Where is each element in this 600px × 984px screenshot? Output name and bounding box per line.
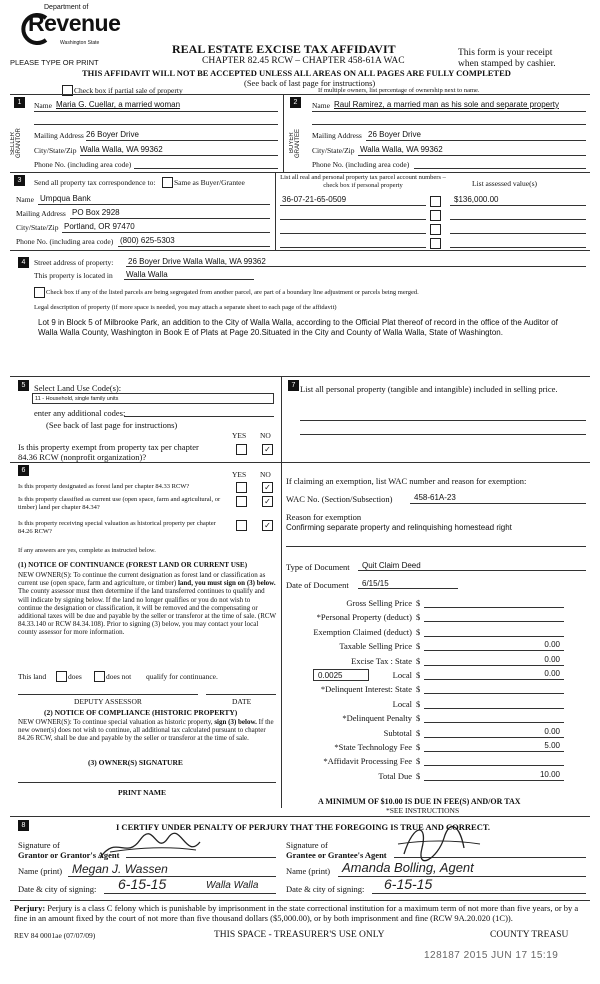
grantee-print-name[interactable]: Amanda Bolling, Agent — [342, 860, 474, 875]
fee-row-label: *Delinquent Penalty — [342, 713, 412, 723]
historic-no-checkbox[interactable]: ✓ — [262, 520, 273, 531]
fee-row-label: Exemption Claimed (deduct) — [313, 627, 412, 637]
logo-small-text: Department of — [44, 4, 89, 11]
see-back: (See back of last page for instructions) — [244, 78, 376, 88]
fee-row-value[interactable]: 0.00 — [544, 640, 560, 649]
fee-row-label: *Affidavit Processing Fee — [323, 756, 412, 766]
multiple-owners-note: If multiple owners, list percentage of ownership next to name. — [318, 87, 480, 94]
county-treasurer: COUNTY TREASU — [490, 930, 569, 940]
warning-text: THIS AFFIDAVIT WILL NOT BE ACCEPTED UNLESS ALL AREAS ON ALL PAGES ARE FULLY COMPLETED — [82, 68, 511, 78]
s5-no-header: NO — [260, 431, 271, 440]
fee-row-label: Local — [392, 699, 412, 709]
fee-row-value[interactable]: 0.00 — [544, 669, 560, 678]
seller-city[interactable]: Walla Walla, WA 99362 — [80, 145, 163, 154]
corr-name[interactable]: Umpqua Bank — [40, 194, 91, 203]
notice-compliance-title: (2) NOTICE OF COMPLIANCE (HISTORIC PROPERTY) — [44, 708, 238, 717]
assessed-value[interactable]: $136,000.00 — [454, 195, 499, 204]
assessed-header: List assessed value(s) — [472, 179, 537, 188]
section5-see-back: (See back of last page for instructions) — [46, 420, 178, 430]
grantor-sig-label: Grantor or Grantor's Agent — [18, 850, 120, 860]
exempt-yes-checkbox[interactable] — [236, 444, 247, 455]
current-use-yes-checkbox[interactable] — [236, 496, 247, 507]
personal-property-checkbox[interactable] — [430, 210, 441, 221]
fee-row-label: Subtotal — [383, 728, 412, 738]
same-as-buyer-label: Same as Buyer/Grantee — [174, 178, 245, 187]
notice-compliance-b: sign (3) below. — [214, 718, 257, 726]
buyer-mailing-label: Mailing Address — [312, 131, 362, 140]
segregated-checkbox[interactable] — [34, 287, 45, 298]
seller-side-label: SELLER GRANTOR — [10, 128, 22, 158]
deputy-assessor-label: DEPUTY ASSESSOR — [74, 697, 142, 706]
exemption-label: If claiming an exemption, list WAC number and reason for exemption: — [286, 476, 527, 486]
notice-continuance-body — [18, 571, 276, 637]
certify-statement: I CERTIFY UNDER PENALTY OF PERJURY THAT THE FOREGOING IS TRUE AND CORRECT. — [116, 822, 491, 832]
does-not-label: does not — [106, 672, 132, 681]
seller-mailing-label: Mailing Address — [34, 131, 84, 140]
located-label: This property is located in — [34, 271, 113, 280]
perjury-label: Perjury: — [14, 903, 46, 913]
grantee-signature[interactable] — [394, 818, 484, 862]
print-name-label: PRINT NAME — [118, 788, 166, 797]
fee-row-dollar: $ — [416, 598, 421, 608]
fee-row-dollar: $ — [416, 641, 421, 651]
owner-signature-label: (3) OWNER(S) SIGNATURE — [88, 758, 183, 767]
seller-name[interactable]: Maria G. Cuellar, a married woman — [56, 100, 181, 109]
form-chapters: CHAPTER 82.45 RCW – CHAPTER 458-61A WAC — [202, 56, 405, 66]
current-use-question: Is this property classified as current use (open space, farm and agricultural, or timber) land per chapter 84.34? — [18, 496, 221, 511]
grantor-sig-label-a: Signature of — [18, 840, 60, 850]
property-located[interactable]: Walla Walla — [126, 270, 168, 279]
fee-row-value[interactable]: 5.00 — [544, 741, 560, 750]
doc-date[interactable]: 6/15/15 — [362, 579, 389, 588]
fee-row-dollar: $ — [416, 771, 421, 781]
wac-number[interactable]: 458-61A-23 — [414, 493, 456, 502]
seller-mailing[interactable]: 26 Boyer Drive — [86, 130, 139, 139]
section-4-number: 4 — [18, 257, 29, 268]
fee-row-value[interactable]: 0.00 — [544, 655, 560, 664]
notice-compliance-c: If the new owner(s) does not wish to continue, all additional tax calculated pursuant to chapter 84.26 RCW, shall be due and payable by the seller or transferor at the time of sale. — [18, 718, 274, 743]
grantor-print-name[interactable]: Megan J. Wassen — [72, 862, 168, 876]
buyer-city[interactable]: Walla Walla, WA 99362 — [360, 145, 443, 154]
notice-compliance-a: NEW OWNER(S): To continue special valuation as historic property, — [18, 718, 213, 726]
grantor-sign-date[interactable]: 6-15-15 — [118, 876, 167, 892]
fee-row-dollar: $ — [416, 670, 421, 680]
land-use-code-field[interactable]: 11 - Household, single family units — [32, 393, 274, 404]
grantee-name-print-label: Name (print) — [286, 866, 331, 876]
buyer-name-label: Name — [312, 101, 330, 110]
does-checkbox[interactable] — [56, 671, 67, 682]
corr-city[interactable]: Portland, OR 97470 — [64, 222, 135, 231]
s6-yes-header: YES — [232, 470, 247, 479]
forest-yes-checkbox[interactable] — [236, 482, 247, 493]
exempt-no-checkbox[interactable]: ✓ — [262, 444, 273, 455]
corr-city-label: City/State/Zip — [16, 223, 59, 232]
grantor-sign-city[interactable]: Walla Walla — [206, 880, 259, 891]
grantor-date-city-label: Date & city of signing: — [18, 884, 97, 894]
fee-row-label: *State Technology Fee — [334, 742, 412, 752]
partial-sale-label: Check box if partial sale of property — [74, 86, 183, 95]
exemption-reason[interactable]: Confirming separate property and relinquishing homestead right — [286, 523, 512, 532]
fee-row-label: Taxable Selling Price — [339, 641, 412, 651]
wac-label: WAC No. (Section/Subsection) — [286, 494, 393, 504]
corr-phone-label: Phone No. (including area code) — [16, 237, 114, 246]
section-5-number: 5 — [18, 380, 29, 391]
form-title: REAL ESTATE EXCISE TAX AFFIDAVIT — [172, 42, 396, 56]
receipt-note-1: This form is your receipt — [458, 48, 553, 58]
land-use-select-label: Select Land Use Code(s): — [34, 383, 122, 393]
grantee-sig-label: Grantee or Grantee's Agent — [286, 850, 387, 860]
notice-continuance-a: NEW OWNER(S): To continue the current designation as forest land or classification as current use (open space, farm and agriculture, or timber) — [18, 571, 266, 588]
fee-row-dollar: $ — [416, 699, 421, 709]
does-not-checkbox[interactable] — [94, 671, 105, 682]
seller-city-label: City/State/Zip — [34, 146, 77, 155]
this-land-label: This land — [18, 672, 47, 681]
form-number: REV 84 0001ae (07/07/09) — [14, 931, 96, 940]
seller-phone-label: Phone No. (including area code) — [34, 160, 132, 169]
fee-row-dollar: $ — [416, 627, 421, 637]
section-2-number: 2 — [290, 97, 301, 108]
section-7-number: 7 — [288, 380, 299, 391]
doc-date-label: Date of Document — [286, 580, 349, 590]
historic-yes-checkbox[interactable] — [236, 520, 247, 531]
buyer-mailing[interactable]: 26 Boyer Drive — [368, 130, 421, 139]
fee-row-dollar: $ — [416, 612, 421, 622]
street-label: Street address of property: — [34, 258, 114, 267]
grantee-date-city-label: Date & city of signing: — [286, 884, 365, 894]
send-correspondence-label: Send all property tax correspondence to: — [34, 178, 156, 187]
please-type: PLEASE TYPE OR PRINT — [10, 58, 99, 67]
section-3-number: 3 — [14, 175, 25, 186]
fee-row-label: Excise Tax : State — [351, 656, 412, 666]
date-label: DATE — [232, 697, 252, 706]
local-rate-field[interactable]: 0.0025 — [313, 669, 369, 681]
buyer-phone-label: Phone No. (including area code) — [312, 160, 410, 169]
logo-state-text: Washington State — [60, 40, 100, 46]
logo-big-text: Revenue — [28, 10, 121, 36]
current-use-no-checkbox[interactable]: ✓ — [262, 496, 273, 507]
grantor-name-print-label: Name (print) — [18, 866, 63, 876]
corr-phone[interactable]: (800) 625-5303 — [120, 236, 175, 245]
corr-name-label: Name — [16, 195, 34, 204]
exempt-question: Is this property exempt from property tax per chapter 84.36 RCW (nonprofit organization)? — [18, 442, 199, 462]
forest-land-question: Is this property designated as forest land per chapter 84.33 RCW? — [18, 483, 190, 490]
minimum-note: A MINIMUM OF $10.00 IS DUE IN FEE(S) AND/OR TAX — [318, 797, 521, 806]
recording-stamp: 128187 2015 JUN 17 15:19 — [424, 950, 559, 961]
parcel-number[interactable]: 36-07-21-65-0509 — [282, 195, 347, 204]
same-as-buyer-checkbox[interactable] — [162, 177, 173, 188]
legal-label: Legal description of property (if more space is needed, you may attach a separate sheet to each page of the affidavit) — [34, 304, 337, 311]
perjury-text: Perjury is a class C felony which is punishable by imprisonment in the state correctional institution for a maximum term of not more than five years, or by a fine in an amount fixed by the court of not more than five thousand dollars ($5,000.00), or by both imprisonment and fine (RCW 9A.20.020 (1C)). — [14, 903, 579, 923]
forest-no-checkbox[interactable]: ✓ — [262, 482, 273, 493]
fee-row-dollar: $ — [416, 756, 421, 766]
qualify-label: qualify for continuance. — [146, 672, 218, 681]
fee-row-label: *Personal Property (deduct) — [316, 612, 412, 622]
fee-row-label: Local — [392, 670, 412, 680]
grantor-signature[interactable] — [96, 830, 206, 866]
corr-mailing[interactable]: PO Box 2928 — [72, 208, 120, 217]
buyer-side-label: BUYER GRANTEE — [289, 128, 301, 158]
historic-question: Is this property receiving special valuation as historical property per chapter 84.26 RCW? — [18, 520, 216, 535]
additional-codes-label: enter any additional codes: — [34, 408, 126, 418]
personal-property-label: List all personal property (tangible and intangible) included in selling price. — [300, 384, 558, 394]
s5-yes-header: YES — [232, 431, 247, 440]
doc-type[interactable]: Quit Claim Deed — [362, 561, 421, 570]
s6-no-header: NO — [260, 470, 271, 479]
section-1-number: 1 — [14, 97, 25, 108]
fee-row-label: Total Due — [378, 771, 412, 781]
see-instructions: *SEE INSTRUCTIONS — [386, 806, 460, 815]
fee-row-value[interactable]: 10.00 — [539, 770, 560, 779]
fee-row-value[interactable]: 0.00 — [544, 727, 560, 736]
segregated-label: Check box if any of the listed parcels are being segregated from another parcel, are part of a boundary line adjustment or parcels being merged. — [46, 289, 419, 296]
grantee-sig-label-a: Signature of — [286, 840, 328, 850]
treasurer-space: THIS SPACE - TREASURER'S USE ONLY — [214, 930, 385, 940]
fee-row-dollar: $ — [416, 684, 421, 694]
personal-property-checkbox[interactable] — [430, 224, 441, 235]
fee-row-label: *Delinquent Interest: State — [320, 684, 412, 694]
logo — [16, 4, 121, 52]
perjury-notice — [14, 903, 590, 923]
personal-property-checkbox[interactable] — [430, 196, 441, 207]
personal-property-checkbox[interactable] — [430, 238, 441, 249]
notice-continuance-title: (1) NOTICE OF CONTINUANCE (FOREST LAND OR CURRENT USE) — [18, 561, 248, 569]
corr-mailing-label: Mailing Address — [16, 209, 66, 218]
doc-type-label: Type of Document — [286, 562, 350, 572]
section-6-number: 6 — [18, 465, 29, 476]
legal-description[interactable]: Lot 9 in Block 5 of Milbrooke Park, an addition to the City of Walla Walla, according to the Official Plat thereof of record in the office of the Auditor of Walla Walla County, Washington in Book E of Plats at Page 20.Situated in the City and County of Walla Walla, State of Washington. — [38, 318, 558, 337]
fee-row-label: Gross Selling Price — [346, 598, 412, 608]
property-street[interactable]: 26 Boyer Drive Walla Walla, WA 99362 — [128, 257, 266, 266]
does-label: does — [68, 672, 82, 681]
section-8-number: 8 — [18, 820, 29, 831]
parcel-header: List all real and personal property tax parcel account numbers – check box if personal property — [280, 174, 446, 189]
fee-row-dollar: $ — [416, 713, 421, 723]
notice-continuance-b: land, you must sign on (3) below. — [177, 579, 276, 588]
reason-label: Reason for exemption — [286, 512, 362, 522]
buyer-name[interactable]: Raul Ramirez, a married man as his sole and separate property — [334, 100, 559, 109]
fee-row-dollar: $ — [416, 656, 421, 666]
receipt-note-2: when stamped by cashier. — [458, 59, 556, 69]
fee-row-dollar: $ — [416, 728, 421, 738]
seller-name-label: Name — [34, 101, 52, 110]
notice-compliance-body — [18, 718, 276, 743]
fee-row-dollar: $ — [416, 742, 421, 752]
if-yes-note: If any answers are yes, complete as instructed below. — [18, 547, 156, 554]
grantee-sign-date[interactable]: 6-15-15 — [384, 876, 433, 892]
buyer-city-label: City/State/Zip — [312, 146, 355, 155]
notice-continuance-c: The county assessor must then determine if the land transferred continues to qualify and will indicate by signing below. If the land no longer qualifies or you do not wish to continue the designation or classification, it will be removed and the compensating or additional taxes will be due and payable by the seller or transferor at the time of sale. (RCW 84.33.140 or RCW 84.34.108). Prior to signing (3) below, you may contact your local county assessor for more information. — [18, 587, 277, 637]
